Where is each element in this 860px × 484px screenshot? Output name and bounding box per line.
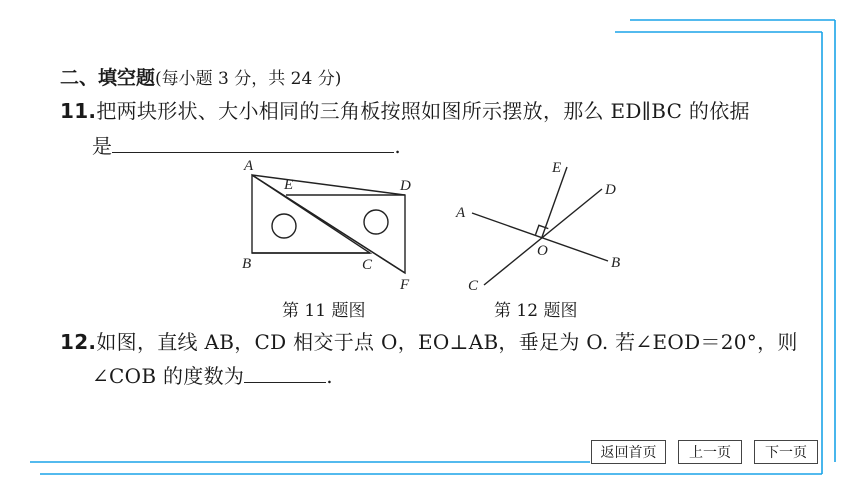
figure-12-caption: 第 12 题图 <box>494 301 578 321</box>
question-11-line1 <box>60 95 750 124</box>
answer-blank[interactable] <box>244 381 326 383</box>
answer-blank[interactable] <box>112 151 394 153</box>
label-e: E <box>284 177 294 193</box>
home-button[interactable]: 返回首页 <box>591 440 666 464</box>
question-12-line1 <box>60 326 798 355</box>
label-c: C <box>468 278 479 294</box>
line-eo <box>542 167 567 237</box>
label-b: B <box>242 256 252 272</box>
label-a: A <box>456 205 466 221</box>
question-text: 把两块形状、大小相同的三角板按照如图所示摆放，那么 ED∥BC 的依据 <box>96 99 750 123</box>
figure-11-caption: 第 11 题图 <box>282 301 366 321</box>
question-text: 如图，直线 AB，CD 相交于点 O，EO⊥AB，垂足为 O. 若∠EOD＝20°，则 <box>96 330 798 354</box>
section-note: (每小题 3 分，共 24 分) <box>155 69 342 89</box>
label-e: E <box>552 160 562 176</box>
section-heading <box>60 63 341 90</box>
hole-circle-left <box>272 214 296 238</box>
line-cd <box>484 189 602 285</box>
label-a: A <box>244 158 254 174</box>
question-text: 是 <box>92 134 113 158</box>
label-o: O <box>537 243 548 259</box>
label-b: B <box>611 255 621 271</box>
figure-12 <box>450 155 640 295</box>
label-c: C <box>362 257 373 273</box>
label-d: D <box>400 178 411 194</box>
section-title: 二、填空题 <box>60 67 156 89</box>
label-f: F <box>400 277 410 293</box>
question-number: 12. <box>60 330 97 354</box>
question-text: . <box>394 134 401 158</box>
prev-page-button[interactable]: 上一页 <box>678 440 742 464</box>
question-12-line2 <box>92 360 333 389</box>
question-text: . <box>326 364 333 388</box>
hypotenuse-line <box>252 175 405 273</box>
hole-circle-right <box>364 210 388 234</box>
question-number: 11. <box>60 99 97 123</box>
question-text: ∠COB 的度数为 <box>92 364 245 388</box>
label-d: D <box>605 182 616 198</box>
next-page-button[interactable]: 下一页 <box>754 440 818 464</box>
figure-11 <box>230 155 430 295</box>
